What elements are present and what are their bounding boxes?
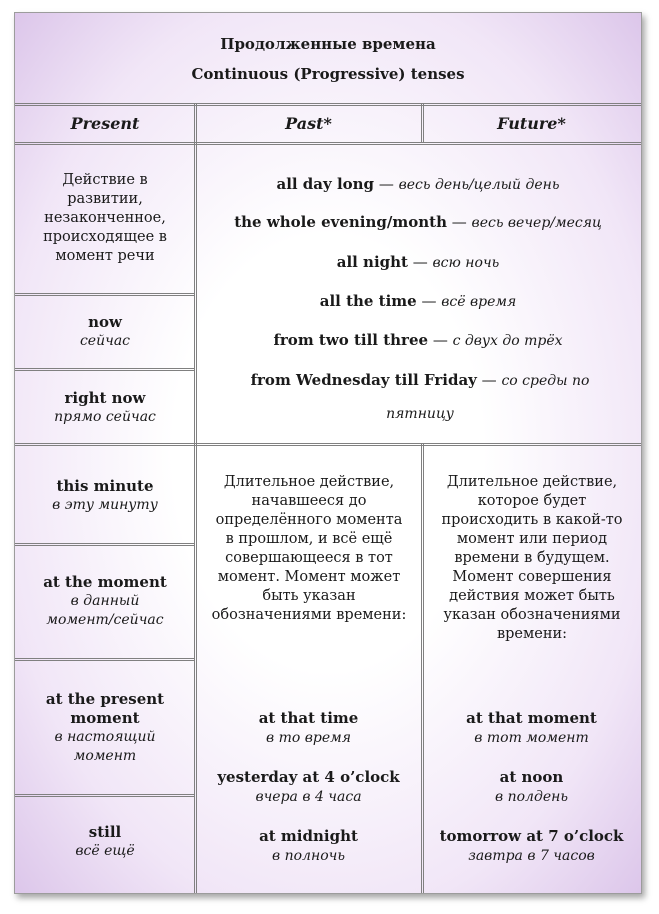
- present-divider-2: [15, 368, 195, 371]
- shared-marker-all-day-long: all day long — весь день/целый день: [276, 175, 560, 193]
- column-header-future: Future*: [497, 114, 566, 133]
- shared-marker-whole-evening: the whole evening/month — весь вечер/месяц: [234, 213, 602, 231]
- present-marker-right-now: right now прямо сейчас: [54, 389, 156, 425]
- title-russian: Продолженные времена: [220, 35, 436, 53]
- shared-marker-all-the-time: all the time — всё время: [319, 292, 517, 310]
- future-marker-at-noon: at noon в полдень: [495, 768, 568, 805]
- present-divider-3: [15, 543, 195, 546]
- future-marker-tomorrow: tomorrow at 7 o’clock завтра в 7 часов: [439, 827, 624, 864]
- present-marker-at-the-moment: at the moment в данный момент/сейчас: [43, 573, 167, 628]
- future-description: Длительное действие, которое будет происходить в какой-то момент или период времени в будущем. Момент совершения действия может быть указан обозначениями времени:: [441, 474, 623, 642]
- column-header-past: Past*: [285, 114, 332, 133]
- title-english: Continuous (Progressive) tenses: [191, 65, 465, 83]
- present-description: Действие в развитии, незаконченное, происходящее в момент речи: [43, 172, 167, 264]
- middle-divider: [15, 443, 641, 446]
- present-divider-4: [15, 658, 195, 661]
- past-marker-at-that-time: at that time в то время: [258, 709, 359, 746]
- future-marker-at-that-moment: at that moment в тот момент: [466, 709, 597, 746]
- header-divider: [15, 103, 641, 106]
- present-marker-this-minute: this minute в эту минуту: [52, 477, 158, 513]
- table-card: [14, 12, 642, 894]
- past-description: Длительное действие, начавшееся до определённого момента в прошлом, и всё ещё совершающееся в тот момент. Момент может быть указан обозначениями времени:: [211, 474, 407, 623]
- past-marker-at-midnight: at midnight в полночь: [259, 827, 358, 864]
- past-marker-yesterday: yesterday at 4 o’clock вчера в 4 часа: [217, 768, 400, 805]
- present-marker-at-the-present-moment: at the present moment в настоящий момент: [45, 690, 165, 764]
- column-header-divider: [15, 142, 641, 145]
- present-divider-1: [15, 293, 195, 296]
- column-header-present: Present: [70, 114, 140, 133]
- present-divider-5: [15, 794, 195, 797]
- shared-marker-all-night: all night — всю ночь: [336, 253, 500, 271]
- present-marker-still: still всё ещё: [75, 823, 135, 859]
- shared-marker-from-two-till-three: from two till three — с двух до трёх: [273, 331, 563, 349]
- present-marker-now: now сейчас: [79, 313, 131, 349]
- shared-marker-wednesday-friday: from Wednesday till Friday — со среды по пятницу: [250, 371, 590, 422]
